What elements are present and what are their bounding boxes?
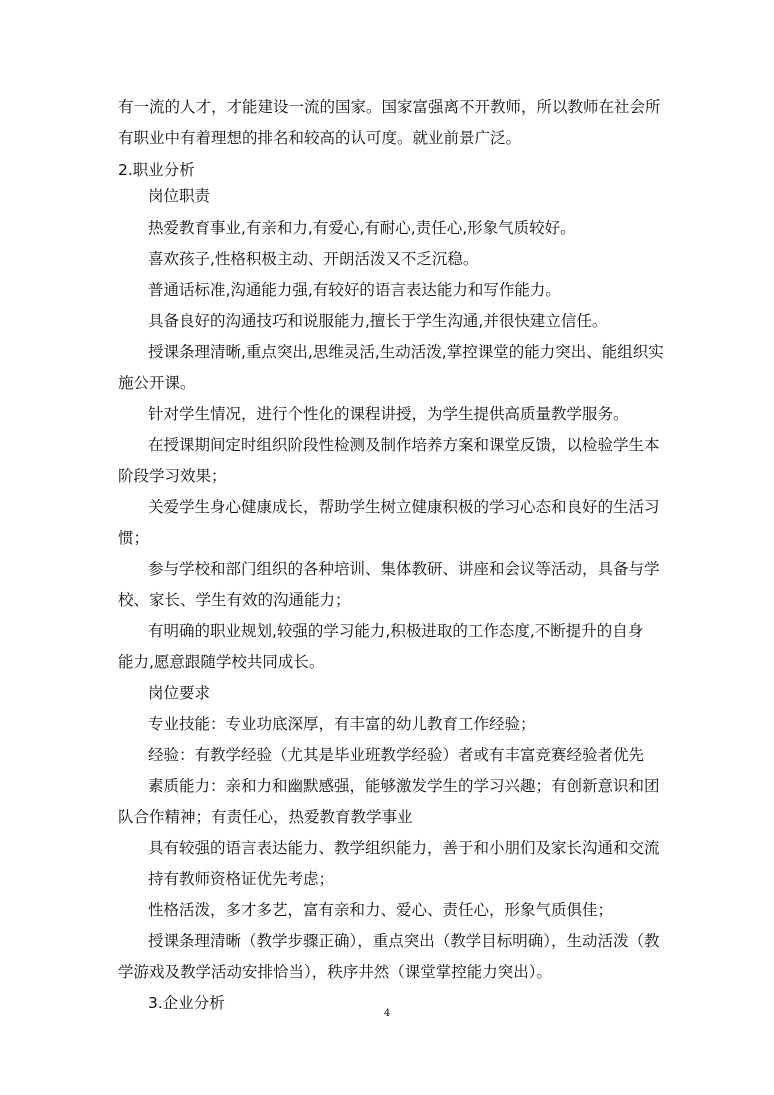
paragraph-line: 普通话标准,沟通能力强,有较好的语言表达能力和写作能力。 [148, 281, 561, 299]
paragraph-line: 队合作精神；有责任心，热爱教育教学事业 [118, 808, 413, 826]
subsection-heading: 岗位要求 [148, 684, 211, 702]
paragraph-line: 施公开课。 [118, 374, 196, 392]
paragraph-line: 有职业中有着理想的排名和较高的认可度。就业前景广泛。 [118, 129, 522, 147]
page-number: 4 [383, 1008, 391, 1019]
paragraph-line: 学游戏及教学活动安排恰当），秩序井然（课堂掌控能力突出）。 [118, 963, 553, 981]
paragraph-line: 针对学生情况，进行个性化的课程讲授，为学生提供高质量教学服务。 [148, 405, 629, 423]
paragraph-line: 校、家长、学生有效的沟通能力； [118, 591, 351, 609]
paragraph-line: 持有教师资格证优先考虑； [148, 870, 335, 888]
paragraph-line: 惯； [118, 529, 150, 547]
paragraph-line: 经验：有教学经验（尤其是毕业班教学经验）者或有丰富竞赛经验者优先 [148, 746, 645, 764]
paragraph-line: 有一流的人才，才能建设一流的国家。国家富强离不开教师，所以教师在社会所 [118, 98, 661, 116]
paragraph-line: 具有较强的语言表达能力、教学组织能力，善于和小朋们及家长沟通和交流 [148, 839, 660, 857]
paragraph-line: 热爱教育事业,有亲和力,有爱心,有耐心,责任心,形象气质较好。 [148, 219, 576, 237]
paragraph-line: 专业技能：专业功底深厚，有丰富的幼儿教育工作经验； [148, 715, 536, 733]
paragraph-line: 阶段学习效果； [118, 467, 227, 485]
section-heading: 3.企业分析 [148, 994, 225, 1012]
subsection-heading: 岗位职责 [148, 187, 211, 205]
paragraph-line: 在授课期间定时组织阶段性检测及制作培养方案和课堂反馈，以检验学生本 [148, 436, 660, 454]
paragraph-line: 具备良好的沟通技巧和说服能力,擅长于学生沟通,并很快建立信任。 [148, 312, 608, 330]
paragraph-line: 素质能力：亲和力和幽默感强，能够激发学生的学习兴趣；有创新意识和团 [148, 777, 660, 795]
paragraph-line: 参与学校和部门组织的各种培训、集体教研、讲座和会议等活动，具备与学 [148, 560, 660, 578]
section-heading: 2.职业分析 [118, 161, 195, 179]
paragraph-line: 关爱学生身心健康成长，帮助学生树立健康积极的学习心态和良好的生活习 [148, 498, 660, 516]
paragraph-line: 性格活泼，多才多艺，富有亲和力、爱心、责任心，形象气质俱佳； [148, 901, 614, 919]
paragraph-line: 授课条理清晰,重点突出,思维灵活,生动活泼,掌控课堂的能力突出、能组织实 [148, 343, 664, 361]
paragraph-line: 喜欢孩子,性格积极主动、开朗活泼又不乏沉稳。 [148, 250, 479, 268]
paragraph-line: 能力,愿意跟随学校共同成长。 [118, 653, 325, 671]
paragraph-line: 授课条理清晰（教学步骤正确），重点突出（教学目标明确），生动活泼（教 [148, 932, 660, 950]
paragraph-line: 有明确的职业规划,较强的学习能力,积极进取的工作态度,不断提升的自身 [148, 622, 644, 640]
